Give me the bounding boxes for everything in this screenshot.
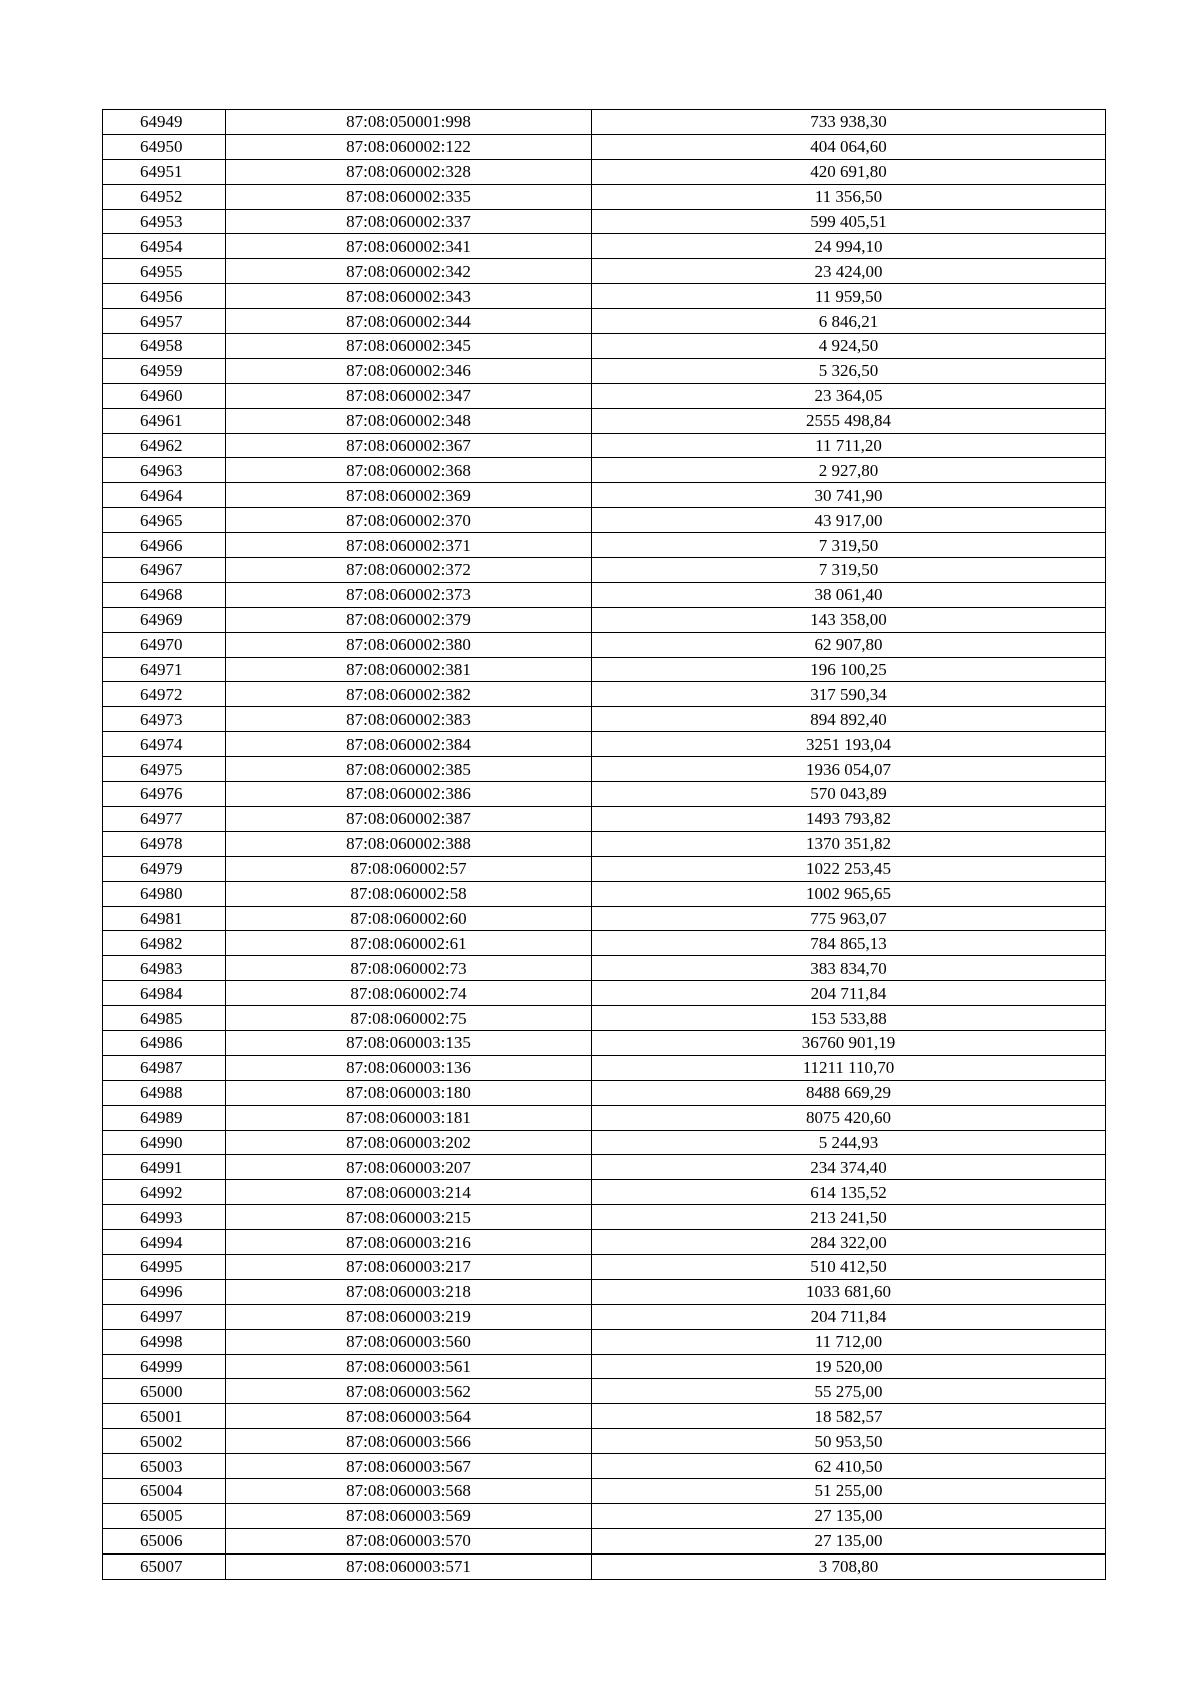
- cadastral-value-cell: 24 994,10: [592, 234, 1106, 259]
- cadastral-value-cell: 30 741,90: [592, 483, 1106, 508]
- cadastral-value-cell: 284 322,00: [592, 1230, 1106, 1255]
- table-row: [103, 1130, 1106, 1155]
- cadastral-number-cell: 87:08:060002:75: [226, 1006, 592, 1031]
- row-number-cell: 64965: [103, 508, 226, 533]
- cadastral-value-cell: 7 319,50: [592, 533, 1106, 558]
- cadastral-number-cell: 87:08:060002:73: [226, 956, 592, 981]
- table-row: [103, 657, 1106, 682]
- cadastral-value-cell: 23 364,05: [592, 383, 1106, 408]
- cadastral-value-cell: 1022 253,45: [592, 856, 1106, 881]
- row-number-cell: 64963: [103, 458, 226, 483]
- cadastral-number-cell: 87:08:060003:214: [226, 1180, 592, 1205]
- cadastral-number-cell: 87:08:060002:371: [226, 533, 592, 558]
- cadastral-number-cell: 87:08:060002:328: [226, 159, 592, 184]
- table-row: [103, 856, 1106, 881]
- cadastral-value-cell: 153 533,88: [592, 1006, 1106, 1031]
- row-number-cell: 64984: [103, 981, 226, 1006]
- row-number-cell: 64997: [103, 1304, 226, 1329]
- cadastral-number-cell: 87:08:060002:122: [226, 134, 592, 159]
- table-row: [103, 607, 1106, 632]
- row-number-cell: 64971: [103, 657, 226, 682]
- cadastral-number-cell: 87:08:060002:386: [226, 782, 592, 807]
- cadastral-value-cell: 4 924,50: [592, 334, 1106, 359]
- table-row: [103, 1379, 1106, 1404]
- cadastral-value-cell: 3251 193,04: [592, 732, 1106, 757]
- cadastral-value-cell: 317 590,34: [592, 682, 1106, 707]
- cadastral-number-cell: 87:08:060003:135: [226, 1030, 592, 1055]
- cadastral-number-cell: 87:08:060003:180: [226, 1080, 592, 1105]
- cadastral-value-cell: 234 374,40: [592, 1155, 1106, 1180]
- row-number-cell: 64986: [103, 1030, 226, 1055]
- cadastral-value-cell: 7 319,50: [592, 558, 1106, 583]
- cadastral-number-cell: 87:08:060002:348: [226, 408, 592, 433]
- cadastral-value-table: [102, 109, 1106, 1580]
- row-number-cell: 65006: [103, 1528, 226, 1553]
- table-row: [103, 433, 1106, 458]
- cadastral-number-cell: 87:08:060003:562: [226, 1379, 592, 1404]
- cadastral-value-cell: 5 326,50: [592, 358, 1106, 383]
- cadastral-number-cell: 87:08:060003:219: [226, 1304, 592, 1329]
- cadastral-number-cell: 87:08:050001:998: [226, 110, 592, 135]
- cadastral-number-cell: 87:08:060002:369: [226, 483, 592, 508]
- row-number-cell: 64975: [103, 757, 226, 782]
- cadastral-number-cell: 87:08:060002:387: [226, 806, 592, 831]
- cadastral-number-cell: 87:08:060002:61: [226, 931, 592, 956]
- cadastral-number-cell: 87:08:060002:372: [226, 558, 592, 583]
- cadastral-value-cell: 8075 420,60: [592, 1105, 1106, 1130]
- cadastral-number-cell: 87:08:060003:136: [226, 1055, 592, 1080]
- cadastral-value-cell: 1936 054,07: [592, 757, 1106, 782]
- cadastral-number-cell: 87:08:060003:215: [226, 1205, 592, 1230]
- row-number-cell: 64996: [103, 1279, 226, 1304]
- table-row: [103, 632, 1106, 657]
- table-row: [103, 732, 1106, 757]
- cadastral-value-cell: 51 255,00: [592, 1478, 1106, 1503]
- row-number-cell: 64968: [103, 582, 226, 607]
- row-number-cell: 64951: [103, 159, 226, 184]
- cadastral-value-cell: 196 100,25: [592, 657, 1106, 682]
- row-number-cell: 64966: [103, 533, 226, 558]
- table-row: [103, 533, 1106, 558]
- row-number-cell: 64961: [103, 408, 226, 433]
- row-number-cell: 65000: [103, 1379, 226, 1404]
- table-row: [103, 1404, 1106, 1429]
- row-number-cell: 64983: [103, 956, 226, 981]
- cadastral-number-cell: 87:08:060002:345: [226, 334, 592, 359]
- row-number-cell: 65003: [103, 1454, 226, 1479]
- cadastral-number-cell: 87:08:060003:568: [226, 1478, 592, 1503]
- cadastral-value-cell: 733 938,30: [592, 110, 1106, 135]
- row-number-cell: 64982: [103, 931, 226, 956]
- cadastral-value-cell: 27 135,00: [592, 1528, 1106, 1553]
- table-row: [103, 1279, 1106, 1304]
- table-row: [103, 110, 1106, 135]
- cadastral-value-cell: 11211 110,70: [592, 1055, 1106, 1080]
- cadastral-number-cell: 87:08:060002:337: [226, 209, 592, 234]
- row-number-cell: 64974: [103, 732, 226, 757]
- cadastral-number-cell: 87:08:060003:564: [226, 1404, 592, 1429]
- cadastral-value-cell: 38 061,40: [592, 582, 1106, 607]
- row-number-cell: 64978: [103, 831, 226, 856]
- table-row: [103, 1503, 1106, 1528]
- row-number-cell: 64979: [103, 856, 226, 881]
- row-number-cell: 64957: [103, 309, 226, 334]
- cadastral-value-cell: 43 917,00: [592, 508, 1106, 533]
- cadastral-number-cell: 87:08:060003:561: [226, 1354, 592, 1379]
- cadastral-value-cell: 204 711,84: [592, 981, 1106, 1006]
- row-number-cell: 64950: [103, 134, 226, 159]
- table-row: [103, 707, 1106, 732]
- cadastral-value-cell: 383 834,70: [592, 956, 1106, 981]
- cadastral-number-cell: 87:08:060002:346: [226, 358, 592, 383]
- row-number-cell: 64981: [103, 906, 226, 931]
- row-number-cell: 65002: [103, 1429, 226, 1454]
- cadastral-number-cell: 87:08:060002:343: [226, 284, 592, 309]
- row-number-cell: 64972: [103, 682, 226, 707]
- table-row: [103, 1429, 1106, 1454]
- cadastral-value-cell: 599 405,51: [592, 209, 1106, 234]
- cadastral-number-cell: 87:08:060002:380: [226, 632, 592, 657]
- row-number-cell: 64960: [103, 383, 226, 408]
- cadastral-value-cell: 62 410,50: [592, 1454, 1106, 1479]
- row-number-cell: 64993: [103, 1205, 226, 1230]
- table-row: [103, 1554, 1106, 1579]
- table-row: [103, 209, 1106, 234]
- table-row: [103, 682, 1106, 707]
- cadastral-number-cell: 87:08:060003:567: [226, 1454, 592, 1479]
- table-row: [103, 1030, 1106, 1055]
- table-row: [103, 831, 1106, 856]
- row-number-cell: 64995: [103, 1254, 226, 1279]
- row-number-cell: 64956: [103, 284, 226, 309]
- table-row: [103, 309, 1106, 334]
- cadastral-value-cell: 1033 681,60: [592, 1279, 1106, 1304]
- row-number-cell: 64962: [103, 433, 226, 458]
- cadastral-value-cell: 11 356,50: [592, 184, 1106, 209]
- row-number-cell: 64994: [103, 1230, 226, 1255]
- cadastral-value-cell: 11 959,50: [592, 284, 1106, 309]
- cadastral-value-cell: 3 708,80: [592, 1554, 1106, 1579]
- cadastral-number-cell: 87:08:060002:60: [226, 906, 592, 931]
- table-row: [103, 334, 1106, 359]
- table-row: [103, 358, 1106, 383]
- cadastral-number-cell: 87:08:060003:207: [226, 1155, 592, 1180]
- table-row: [103, 1329, 1106, 1354]
- cadastral-number-cell: 87:08:060003:216: [226, 1230, 592, 1255]
- table-row: [103, 582, 1106, 607]
- cadastral-value-cell: 510 412,50: [592, 1254, 1106, 1279]
- row-number-cell: 64954: [103, 234, 226, 259]
- cadastral-value-cell: 894 892,40: [592, 707, 1106, 732]
- table-row: [103, 159, 1106, 184]
- cadastral-value-cell: 143 358,00: [592, 607, 1106, 632]
- table-row: [103, 1454, 1106, 1479]
- cadastral-number-cell: 87:08:060002:383: [226, 707, 592, 732]
- row-number-cell: 64970: [103, 632, 226, 657]
- cadastral-value-cell: 570 043,89: [592, 782, 1106, 807]
- row-number-cell: 64976: [103, 782, 226, 807]
- cadastral-number-cell: 87:08:060002:370: [226, 508, 592, 533]
- table-row: [103, 508, 1106, 533]
- table-row: [103, 1006, 1106, 1031]
- row-number-cell: 64980: [103, 881, 226, 906]
- row-number-cell: 64998: [103, 1329, 226, 1354]
- row-number-cell: 64977: [103, 806, 226, 831]
- cadastral-value-cell: 62 907,80: [592, 632, 1106, 657]
- table-row: [103, 1254, 1106, 1279]
- table-body: [103, 110, 1106, 1580]
- row-number-cell: 64988: [103, 1080, 226, 1105]
- table-row: [103, 234, 1106, 259]
- table-row: [103, 806, 1106, 831]
- cadastral-number-cell: 87:08:060002:382: [226, 682, 592, 707]
- table-row: [103, 408, 1106, 433]
- cadastral-value-cell: 8488 669,29: [592, 1080, 1106, 1105]
- cadastral-number-cell: 87:08:060002:341: [226, 234, 592, 259]
- cadastral-value-cell: 204 711,84: [592, 1304, 1106, 1329]
- row-number-cell: 65007: [103, 1554, 226, 1579]
- cadastral-value-cell: 2555 498,84: [592, 408, 1106, 433]
- table-row: [103, 1205, 1106, 1230]
- row-number-cell: 65005: [103, 1503, 226, 1528]
- table-row: [103, 1080, 1106, 1105]
- cadastral-number-cell: 87:08:060002:381: [226, 657, 592, 682]
- cadastral-number-cell: 87:08:060002:74: [226, 981, 592, 1006]
- table-row: [103, 981, 1106, 1006]
- cadastral-value-cell: 784 865,13: [592, 931, 1106, 956]
- cadastral-number-cell: 87:08:060002:379: [226, 607, 592, 632]
- cadastral-number-cell: 87:08:060003:181: [226, 1105, 592, 1130]
- table-row: [103, 184, 1106, 209]
- cadastral-value-cell: 11 712,00: [592, 1329, 1106, 1354]
- table-row: [103, 383, 1106, 408]
- row-number-cell: 64992: [103, 1180, 226, 1205]
- table-row: [103, 558, 1106, 583]
- table-row: [103, 483, 1106, 508]
- cadastral-number-cell: 87:08:060003:218: [226, 1279, 592, 1304]
- row-number-cell: 64973: [103, 707, 226, 732]
- cadastral-value-cell: 2 927,80: [592, 458, 1106, 483]
- row-number-cell: 64969: [103, 607, 226, 632]
- cadastral-number-cell: 87:08:060002:344: [226, 309, 592, 334]
- table-row: [103, 1528, 1106, 1553]
- cadastral-value-cell: 1370 351,82: [592, 831, 1106, 856]
- cadastral-number-cell: 87:08:060002:384: [226, 732, 592, 757]
- table-row: [103, 1230, 1106, 1255]
- table-row: [103, 956, 1106, 981]
- cadastral-number-cell: 87:08:060003:560: [226, 1329, 592, 1354]
- cadastral-number-cell: 87:08:060002:335: [226, 184, 592, 209]
- cadastral-value-cell: 36760 901,19: [592, 1030, 1106, 1055]
- cadastral-value-cell: 50 953,50: [592, 1429, 1106, 1454]
- table-row: [103, 1478, 1106, 1503]
- table-row: [103, 284, 1106, 309]
- cadastral-value-cell: 614 135,52: [592, 1180, 1106, 1205]
- cadastral-value-cell: 1002 965,65: [592, 881, 1106, 906]
- cadastral-number-cell: 87:08:060003:217: [226, 1254, 592, 1279]
- table-row: [103, 757, 1106, 782]
- table-row: [103, 1105, 1106, 1130]
- row-number-cell: 64949: [103, 110, 226, 135]
- cadastral-value-cell: 404 064,60: [592, 134, 1106, 159]
- cadastral-number-cell: 87:08:060002:342: [226, 259, 592, 284]
- cadastral-number-cell: 87:08:060003:570: [226, 1528, 592, 1553]
- table-row: [103, 906, 1106, 931]
- row-number-cell: 64991: [103, 1155, 226, 1180]
- table-row: [103, 1055, 1106, 1080]
- cadastral-number-cell: 87:08:060003:202: [226, 1130, 592, 1155]
- table-row: [103, 134, 1106, 159]
- cadastral-number-cell: 87:08:060002:385: [226, 757, 592, 782]
- table-row: [103, 881, 1106, 906]
- cadastral-value-cell: 55 275,00: [592, 1379, 1106, 1404]
- cadastral-number-cell: 87:08:060002:57: [226, 856, 592, 881]
- cadastral-number-cell: 87:08:060003:569: [226, 1503, 592, 1528]
- cadastral-value-cell: 1493 793,82: [592, 806, 1106, 831]
- row-number-cell: 64967: [103, 558, 226, 583]
- cadastral-value-cell: 6 846,21: [592, 309, 1106, 334]
- table-row: [103, 259, 1106, 284]
- cadastral-value-cell: 420 691,80: [592, 159, 1106, 184]
- table-row: [103, 1304, 1106, 1329]
- row-number-cell: 64985: [103, 1006, 226, 1031]
- row-number-cell: 64958: [103, 334, 226, 359]
- table-row: [103, 782, 1106, 807]
- row-number-cell: 65004: [103, 1478, 226, 1503]
- row-number-cell: 64987: [103, 1055, 226, 1080]
- row-number-cell: 64955: [103, 259, 226, 284]
- cadastral-value-cell: 5 244,93: [592, 1130, 1106, 1155]
- cadastral-value-cell: 19 520,00: [592, 1354, 1106, 1379]
- table-row: [103, 931, 1106, 956]
- table-row: [103, 458, 1106, 483]
- table-row: [103, 1354, 1106, 1379]
- table-row: [103, 1180, 1106, 1205]
- cadastral-value-cell: 18 582,57: [592, 1404, 1106, 1429]
- cadastral-number-cell: 87:08:060002:373: [226, 582, 592, 607]
- row-number-cell: 64999: [103, 1354, 226, 1379]
- table-row: [103, 1155, 1106, 1180]
- cadastral-number-cell: 87:08:060003:566: [226, 1429, 592, 1454]
- row-number-cell: 64989: [103, 1105, 226, 1130]
- cadastral-value-cell: 213 241,50: [592, 1205, 1106, 1230]
- cadastral-value-cell: 27 135,00: [592, 1503, 1106, 1528]
- row-number-cell: 64959: [103, 358, 226, 383]
- row-number-cell: 64990: [103, 1130, 226, 1155]
- cadastral-number-cell: 87:08:060002:388: [226, 831, 592, 856]
- cadastral-value-cell: 23 424,00: [592, 259, 1106, 284]
- cadastral-number-cell: 87:08:060002:368: [226, 458, 592, 483]
- cadastral-number-cell: 87:08:060003:571: [226, 1554, 592, 1579]
- cadastral-value-cell: 11 711,20: [592, 433, 1106, 458]
- row-number-cell: 64964: [103, 483, 226, 508]
- row-number-cell: 64953: [103, 209, 226, 234]
- cadastral-number-cell: 87:08:060002:58: [226, 881, 592, 906]
- row-number-cell: 65001: [103, 1404, 226, 1429]
- row-number-cell: 64952: [103, 184, 226, 209]
- cadastral-number-cell: 87:08:060002:367: [226, 433, 592, 458]
- cadastral-number-cell: 87:08:060002:347: [226, 383, 592, 408]
- cadastral-value-cell: 775 963,07: [592, 906, 1106, 931]
